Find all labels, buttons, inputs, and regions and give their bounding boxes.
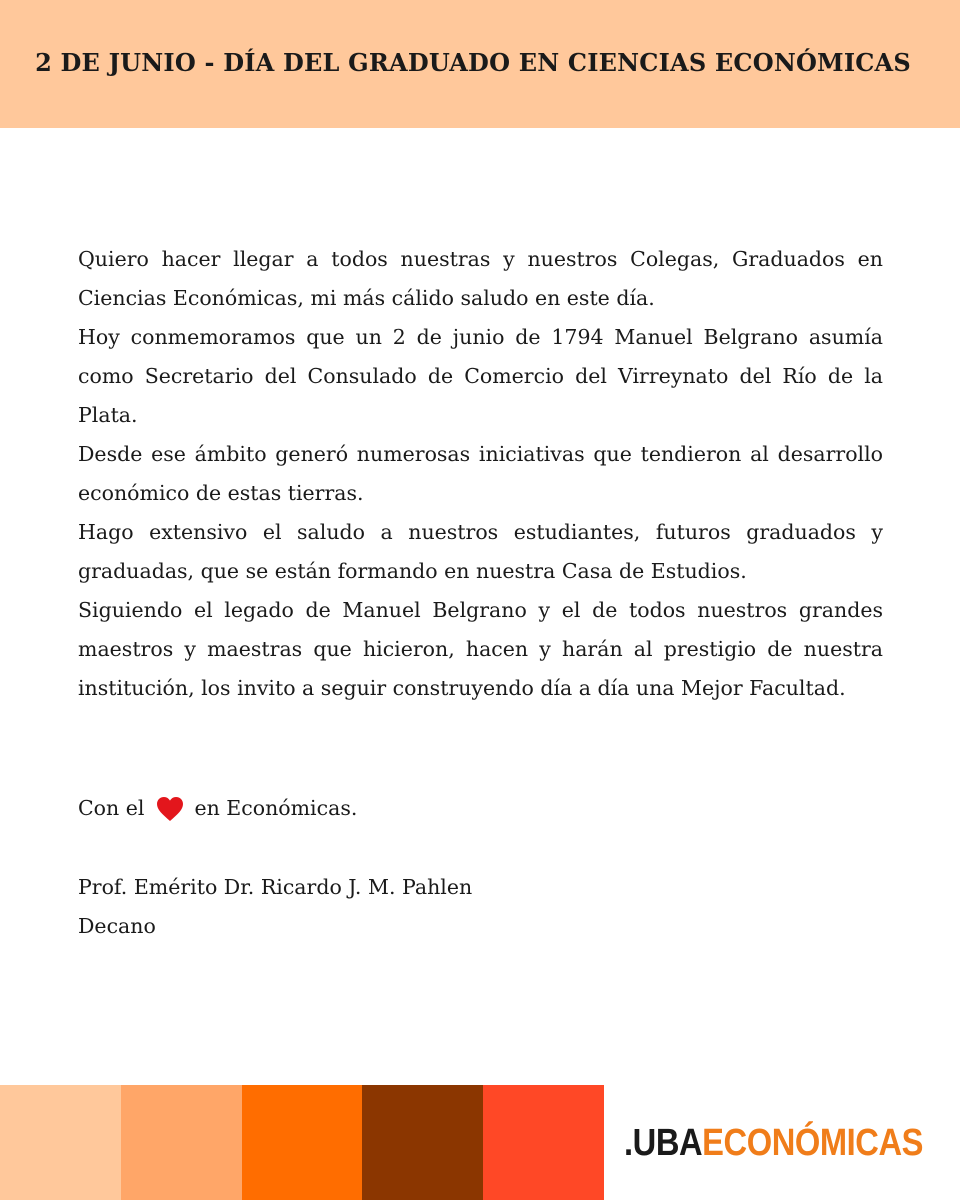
paragraph-greeting: Quiero hacer llegar a todos nuestras y nuestros Colegas, Graduados en Ciencias Económicas, mi más cálido saludo en este día.: [78, 247, 883, 310]
stripe-1: [0, 1085, 121, 1200]
logo-uba-text: .UBA: [624, 1122, 703, 1164]
paragraph-initiatives: Desde ese ámbito generó numerosas iniciativas que tendieron al desarrollo económico de estas tierras.: [78, 442, 883, 505]
page-title: 2 DE JUNIO - DÍA DEL GRADUADO EN CIENCIAS ECONÓMICAS: [35, 48, 911, 77]
closing-text-after: en Económicas.: [194, 796, 358, 820]
logo-economicas-text: ECONÓMICAS: [702, 1122, 924, 1164]
closing-text-before: Con el: [78, 796, 145, 820]
header-banner: [0, 0, 960, 128]
uba-economicas-logo: [624, 1118, 923, 1168]
paragraph-legacy: Siguiendo el legado de Manuel Belgrano y el de todos nuestros grandes maestros y maestras que hicieron, hacen y harán al prestigio de nuestra institución, los invito a seguir construyendo día a día una Mejor Facultad.: [78, 598, 883, 700]
stripe-4: [362, 1085, 483, 1200]
stripe-5: [483, 1085, 604, 1200]
letter-body: [78, 240, 883, 708]
heart-icon: [156, 796, 184, 822]
stripe-3: [242, 1085, 363, 1200]
paragraph-students: Hago extensivo el saludo a nuestros estudiantes, futuros graduados y graduadas, que se están formando en nuestra Casa de Estudios.: [78, 520, 883, 583]
closing-line: [78, 789, 357, 828]
signature-block: [78, 868, 472, 946]
signature-name: Prof. Emérito Dr. Ricardo J. M. Pahlen: [78, 875, 473, 899]
stripe-2: [121, 1085, 242, 1200]
signature-role: Decano: [78, 914, 156, 938]
footer-color-stripes: [0, 1085, 604, 1200]
paragraph-commemoration: Hoy conmemoramos que un 2 de junio de 1794 Manuel Belgrano asumía como Secretario del Consulado de Comercio del Virreynato del Río de la Plata.: [78, 325, 883, 427]
